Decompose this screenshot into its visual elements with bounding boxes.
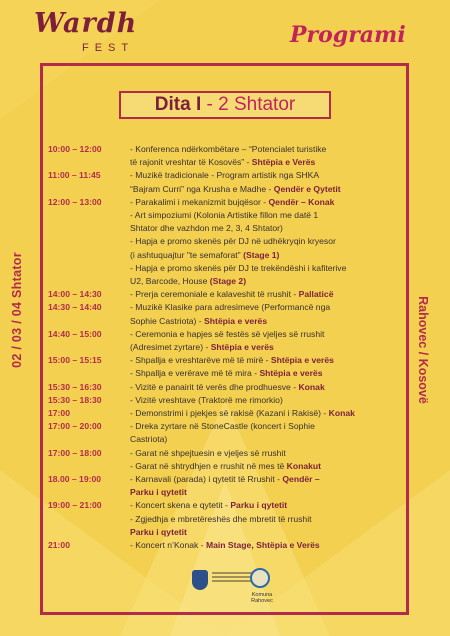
schedule-text: (Adresimet zyrtare) -: [130, 342, 211, 352]
day-title-label: Dita I: [154, 94, 202, 115]
schedule-time: 17:00 – 18:00: [48, 447, 102, 458]
municipality-label: Komuna Rahovec: [251, 592, 273, 604]
schedule-time: 19:00 – 21:00: [48, 500, 102, 511]
schedule-row: [48, 315, 408, 328]
schedule-venue: Konak: [328, 408, 355, 418]
schedule-text: Castriota): [130, 434, 168, 445]
schedule-text: Sophie Castriota) -: [130, 315, 205, 326]
schedule-venue: Shtëpia e verës: [210, 342, 274, 352]
schedule-venue: Pallaticë: [298, 289, 334, 300]
schedule-description: [130, 315, 267, 327]
schedule-time: 14:00 – 14:30: [48, 289, 102, 300]
schedule-description: [130, 301, 330, 313]
logo-wordmark: Wardh: [34, 8, 138, 39]
schedule-row: [48, 156, 408, 169]
schedule-description: [130, 156, 315, 168]
schedule-description: [130, 328, 324, 340]
schedule-time: 11:00 – 11:45: [48, 170, 101, 181]
schedule-text: - Ceremonia e hapjes së festës së vjeljes së rrushit: [130, 328, 325, 339]
day-title-box: [119, 91, 331, 119]
schedule-venue: Shtëpia e Verës: [251, 157, 316, 168]
schedule-text: - Parakalimi i mekanizmit bujqësor -: [130, 196, 269, 207]
logo-subtitle: FEST: [82, 42, 135, 54]
schedule-row: [48, 460, 408, 473]
schedule-description: [130, 499, 287, 511]
schedule-venue: (Stage 2): [209, 276, 247, 286]
schedule-text: - Garat në shpejtuesin e vjeljes së rrushit: [130, 447, 286, 458]
schedule-row: [48, 169, 408, 182]
municipality-seal-icon: [250, 568, 270, 588]
schedule-description: [130, 354, 334, 366]
schedule-row: [48, 407, 408, 420]
schedule-text: - Garat në shtrydhjen e rrushit në mes të: [130, 460, 287, 471]
schedule-text: - Hapja e promo skenës për DJ te trekëndëshi i kafiterive: [130, 262, 347, 273]
schedule-row: [48, 473, 408, 486]
schedule-row: [48, 301, 408, 314]
schedule-description: [130, 143, 326, 155]
kosovo-crest-icon: [192, 570, 208, 590]
schedule-text: - Muzikë Klasike para adresimeve (Performancë nga: [130, 302, 331, 313]
program-title: Programi: [290, 22, 406, 48]
schedule-row: [48, 328, 408, 341]
schedule-venue: Parku i qytetit: [230, 500, 288, 511]
ministry-logo-text: [212, 572, 252, 584]
schedule-text: - Vizitë vreshtave (Traktorë me rimorkio): [130, 394, 283, 405]
schedule-time: 14:40 – 15:00: [48, 328, 102, 339]
schedule-row: [48, 143, 408, 156]
schedule-venue: Parku i qytetit: [130, 487, 187, 498]
schedule-row: [48, 539, 408, 552]
schedule-text: - Vizitë e panairit të verës dhe prodhuesve -: [130, 381, 299, 392]
schedule-description: [130, 262, 346, 274]
schedule-text: - Konferenca ndërkombëtare – “Potencialet turistike: [130, 144, 327, 154]
schedule-description: [130, 433, 167, 445]
schedule-row: [48, 354, 408, 367]
schedule-text: - Muzikë tradicionale - Program artistik nga SHKA: [130, 170, 320, 181]
schedule-description: [130, 447, 286, 459]
schedule-venue: Konak: [298, 381, 325, 392]
schedule-row: [48, 341, 408, 354]
schedule-description: [130, 183, 341, 195]
schedule-row: [48, 447, 408, 460]
schedule-text: - Dreka zyrtare në StoneCastle (koncert i Sophie: [130, 421, 315, 432]
schedule-text: - Demonstrimi i pjekjes së rakisë (Kazani i Rakisë) -: [130, 408, 329, 418]
schedule-text: - Art simpoziumi (Kolonia Artistike fillon me datë 1: [130, 210, 319, 220]
schedule-text: - Shpallja e vreshtarëve më të mirë -: [130, 355, 271, 366]
schedule-description: [130, 222, 283, 234]
schedule-time: 15:30 – 18:30: [48, 394, 102, 405]
schedule-venue: Shtëpia e verës: [270, 355, 334, 366]
schedule-row: [48, 420, 408, 433]
schedule-description: [130, 526, 187, 538]
schedule-time: 17:00: [48, 408, 70, 418]
schedule-text: - Shpallja e verërave më të mira -: [130, 368, 260, 379]
schedule-description: [130, 235, 336, 247]
schedule-time: 10:00 – 12:00: [48, 144, 102, 154]
schedule-row: [48, 196, 408, 209]
schedule-row: [48, 209, 408, 222]
schedule-venue: Shtëpia e verës: [204, 315, 268, 326]
schedule-row: [48, 262, 408, 275]
schedule-row: [48, 288, 408, 301]
day-title-date: - 2 Shtator: [201, 94, 296, 115]
schedule-row: [48, 367, 408, 380]
schedule-text: Shtator dhe vazhdon me 2, 3, 4 Shtator): [130, 223, 283, 234]
schedule-text: të rajonit vreshtar të Kosovës” -: [130, 157, 252, 168]
schedule-time: 15:00 – 15:15: [48, 355, 102, 366]
schedule-row: [48, 513, 408, 526]
schedule-description: [130, 460, 321, 472]
schedule-row: [48, 183, 408, 196]
schedule-description: [130, 367, 323, 379]
schedule-time: 15:30 – 16:30: [48, 381, 102, 392]
schedule-row: [48, 222, 408, 235]
schedule-description: [130, 196, 334, 208]
schedule-row: [48, 486, 408, 499]
schedule-venue: Main Stage, Shtëpia e Verës: [205, 540, 320, 550]
schedule-description: [130, 420, 315, 432]
schedule-venue: (Stage 1): [243, 249, 280, 260]
schedule-row: [48, 394, 408, 407]
schedule-time: 14:30 – 14:40: [48, 302, 102, 313]
schedule-row: [48, 499, 408, 512]
schedule-description: [130, 209, 318, 221]
schedule-text: “Bajram Curri” nga Krusha e Madhe -: [130, 183, 274, 194]
schedule-description: [130, 381, 325, 393]
schedule-description: [130, 407, 355, 419]
schedule-venue: Parku i qytetit: [130, 526, 187, 537]
schedule-row: [48, 526, 408, 539]
schedule-time: 17:00 – 20:00: [48, 421, 102, 432]
schedule-row: [48, 275, 408, 288]
schedule-venue: Shtëpia e verës: [259, 368, 323, 379]
schedule-text: - Prerja ceremoniale e kalaveshit të rrushit -: [130, 289, 299, 300]
schedule-venue: Qendër e Qytetit: [273, 183, 341, 194]
schedule-row: [48, 235, 408, 248]
side-location-label: Rahovec / Kosovë: [416, 296, 430, 404]
side-dates-label: 02 / 03 / 04 Shtator: [10, 252, 24, 368]
schedule-description: [130, 341, 274, 353]
schedule-description: [130, 473, 320, 485]
schedule-description: [130, 394, 283, 406]
schedule-text: (i ashtuquajtur "te semaforat": [130, 249, 244, 260]
schedule-description: [130, 539, 320, 551]
schedule-text: - Zgjedhja e mbretëreshës dhe mbretit të rrushit: [130, 513, 312, 524]
schedule-text: - Karnavali (parada) i qytetit të Rrushit -: [130, 474, 283, 484]
schedule-description: [130, 275, 246, 287]
schedule-time: 12:00 – 13:00: [48, 196, 102, 207]
schedule-description: [130, 169, 319, 181]
schedule-description: [130, 249, 279, 261]
schedule-row: [48, 381, 408, 394]
schedule-description: [130, 288, 333, 300]
schedule-venue: Qendër –: [282, 474, 320, 484]
schedule-venue: Qendër – Konak: [268, 196, 335, 207]
schedule-venue: Konakut: [286, 460, 322, 471]
schedule-text: - Koncert n’Konak -: [130, 540, 206, 550]
schedule-description: [130, 486, 187, 498]
schedule-row: [48, 249, 408, 262]
schedule-text: - Hapja e promo skenës për DJ në udhëkryqin kryesor: [130, 236, 336, 247]
wardh-fest-logo: [34, 8, 174, 56]
schedule-time: 21:00: [48, 540, 70, 550]
schedule-row: [48, 433, 408, 446]
schedule-text: - Koncert skena e qytetit -: [130, 500, 231, 511]
schedule-description: [130, 513, 312, 525]
schedule-time: 18.00 – 19:00: [48, 474, 102, 484]
schedule-text: U2, Barcode, House: [130, 276, 210, 286]
